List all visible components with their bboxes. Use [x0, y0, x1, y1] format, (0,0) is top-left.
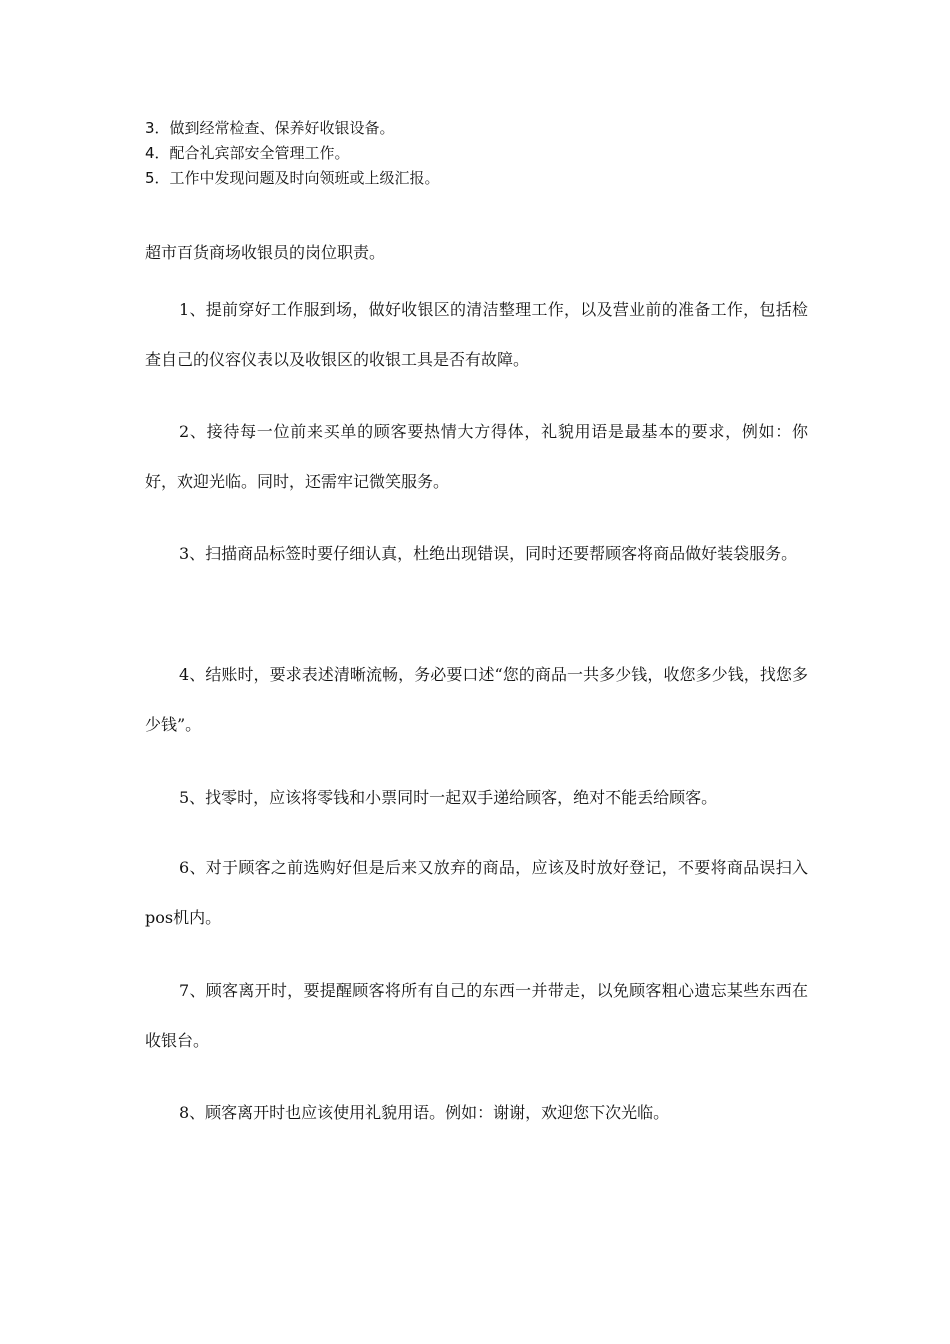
list-item: 3．做到经常检查、保养好收银设备。 — [145, 119, 395, 137]
list-item: 4．配合礼宾部安全管理工作。 — [145, 144, 350, 162]
paragraph: 2、接待每一位前来买单的顾客要热情大方得体，礼貌用语是最基本的要求，例如：你好，欢迎光临。同时，还需牢记微笑服务。 — [145, 422, 808, 491]
duty-list — [145, 116, 825, 191]
list-item: 5．工作中发现问题及时向领班或上级汇报。 — [145, 169, 440, 187]
paragraph: 8、顾客离开时也应该使用礼貌用语。例如：谢谢，欢迎您下次光临。 — [179, 1103, 670, 1122]
section-title: 超市百货商场收银员的岗位职责。 — [145, 243, 386, 262]
paragraph: 7、顾客离开时，要提醒顾客将所有自己的东西一并带走，以免顾客粗心遗忘某些东西在收银台。 — [145, 981, 808, 1050]
paragraph: 6、对于顾客之前选购好但是后来又放弃的商品，应该及时放好登记，不要将商品误扫入pos机内。 — [145, 858, 808, 927]
paragraph: 5、找零时，应该将零钱和小票同时一起双手递给顾客，绝对不能丢给顾客。 — [179, 788, 718, 807]
paragraph: 4、结账时，要求表述清晰流畅，务必要口述“您的商品一共多少钱，收您多少钱，找您多少钱”。 — [145, 665, 808, 734]
paragraph: 3、扫描商品标签时要仔细认真，杜绝出现错误，同时还要帮顾客将商品做好装袋服务。 — [179, 544, 798, 563]
paragraph: 1、提前穿好工作服到场，做好收银区的清洁整理工作，以及营业前的准备工作，包括检查自己的仪容仪表以及收银区的收银工具是否有故障。 — [145, 300, 808, 369]
